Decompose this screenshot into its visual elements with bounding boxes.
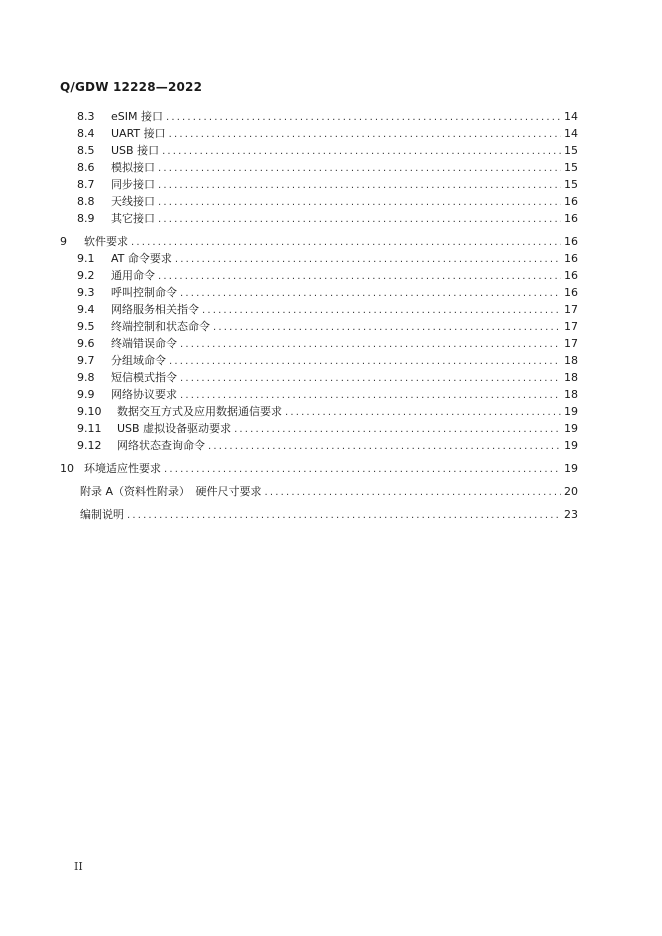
toc-entry-number: 9.4: [77, 303, 95, 316]
toc-entry-page: 16: [564, 212, 578, 225]
toc-entry-number: 8.4: [77, 127, 95, 140]
toc-entry-title: 网络协议要求: [111, 388, 177, 401]
toc-entry[interactable]: [60, 403, 578, 420]
toc-entry-number: 9.8: [77, 371, 95, 384]
toc-entry-page: 23: [564, 508, 578, 521]
toc-entry-page: 15: [564, 144, 578, 157]
toc-entry[interactable]: [60, 301, 578, 318]
toc-entry-title: 终端控制和状态命令: [111, 320, 210, 333]
toc-entry-page: 17: [564, 303, 578, 316]
toc-entry-page: 18: [564, 388, 578, 401]
toc-entry-number: 8.9: [77, 212, 95, 225]
toc-leader-dots: [169, 126, 561, 143]
toc-entry-title: 数据交互方式及应用数据通信要求: [117, 405, 282, 418]
toc-entry[interactable]: [60, 506, 578, 523]
toc-entry-title: 附录 A（资料性附录） 硬件尺寸要求: [80, 485, 262, 498]
toc-leader-dots: [234, 421, 561, 438]
toc-entry-number: 9.10: [77, 405, 102, 418]
toc-entry-title: UART 接口: [111, 127, 166, 140]
toc-entry[interactable]: [60, 250, 578, 267]
toc-leader-dots: [131, 234, 561, 251]
toc-entry-number: 9.2: [77, 269, 95, 282]
toc-leader-dots: [158, 211, 561, 228]
toc-entry-number: 8.6: [77, 161, 95, 174]
toc-entry-number: 9.6: [77, 337, 95, 350]
toc-entry-title: USB 接口: [111, 144, 160, 157]
toc-entry-page: 15: [564, 161, 578, 174]
toc-entry[interactable]: [60, 420, 578, 437]
toc-entry-page: 20: [564, 485, 578, 498]
toc-entry-page: 16: [564, 252, 578, 265]
toc-entry-title: 天线接口: [111, 195, 155, 208]
toc-leader-dots: [285, 404, 561, 421]
toc-entry-page: 16: [564, 286, 578, 299]
toc-entry-title: 网络服务相关指令: [111, 303, 199, 316]
toc-entry-number: 9.7: [77, 354, 95, 367]
toc-entry[interactable]: [60, 176, 578, 193]
toc-entry[interactable]: [60, 318, 578, 335]
toc-entry-number: 9.3: [77, 286, 95, 299]
toc-entry-title: 分组域命令: [111, 354, 166, 367]
toc-leader-dots: [180, 285, 561, 302]
toc-entry-title: USB 虚拟设备驱动要求: [117, 422, 232, 435]
toc-leader-dots: [180, 387, 561, 404]
toc-leader-dots: [166, 109, 561, 126]
toc-entry[interactable]: [60, 352, 578, 369]
toc-leader-dots: [180, 336, 561, 353]
toc-entry-number: 8.8: [77, 195, 95, 208]
toc-entry-number: 8.3: [77, 110, 95, 123]
toc-entry-number: 9.12: [77, 439, 102, 452]
toc-leader-dots: [158, 194, 561, 211]
toc-entry-number: 9: [60, 235, 67, 248]
toc-entry-page: 19: [564, 405, 578, 418]
toc-entry-number: 9.9: [77, 388, 95, 401]
toc-leader-dots: [202, 302, 561, 319]
toc-leader-dots: [213, 319, 561, 336]
toc-entry[interactable]: [60, 108, 578, 125]
toc-entry-title: 终端错误命令: [111, 337, 177, 350]
toc-entry-number: 8.5: [77, 144, 95, 157]
toc-entry-title: 环境适应性要求: [84, 462, 161, 475]
toc-leader-dots: [180, 370, 561, 387]
toc-entry-title: AT 命令要求: [111, 252, 172, 265]
toc-entry-number: 10: [60, 462, 74, 475]
toc-entry-page: 19: [564, 462, 578, 475]
toc-entry[interactable]: [60, 369, 578, 386]
toc-entry-page: 16: [564, 195, 578, 208]
toc-entry-page: 16: [564, 269, 578, 282]
toc-leader-dots: [158, 160, 561, 177]
toc-entry-page: 16: [564, 235, 578, 248]
toc-entry-number: 9.11: [77, 422, 102, 435]
toc-entry-title: 网络状态查询命令: [117, 439, 205, 452]
toc-entry-page: 18: [564, 354, 578, 367]
toc-entry[interactable]: [60, 335, 578, 352]
toc-leader-dots: [158, 268, 561, 285]
toc-entry-title: 模拟接口: [111, 161, 155, 174]
toc-leader-dots: [158, 177, 561, 194]
toc-leader-dots: [127, 507, 561, 524]
toc-entry-page: 14: [564, 127, 578, 140]
toc-entry-title: 同步接口: [111, 178, 155, 191]
toc-entry[interactable]: [60, 142, 578, 159]
toc-entry-page: 15: [564, 178, 578, 191]
toc-entry-page: 19: [564, 422, 578, 435]
toc-entry[interactable]: [60, 460, 578, 477]
toc-leader-dots: [265, 484, 561, 501]
toc-entry[interactable]: [60, 386, 578, 403]
toc-entry-page: 18: [564, 371, 578, 384]
toc-entry-title: eSIM 接口: [111, 110, 163, 123]
toc-entry-title: 其它接口: [111, 212, 155, 225]
toc-entry-title: 软件要求: [84, 235, 128, 248]
toc-leader-dots: [162, 143, 561, 160]
toc-entry[interactable]: [60, 159, 578, 176]
page-number: II: [74, 860, 83, 873]
toc-entry-title: 通用命令: [111, 269, 155, 282]
toc-entry[interactable]: [60, 437, 578, 454]
toc-entry-number: 9.5: [77, 320, 95, 333]
toc-leader-dots: [208, 438, 561, 455]
toc-leader-dots: [164, 461, 561, 478]
toc-entry-number: 8.7: [77, 178, 95, 191]
toc-entry-page: 19: [564, 439, 578, 452]
toc-leader-dots: [175, 251, 561, 268]
toc-entry-page: 14: [564, 110, 578, 123]
toc-entry-title: 短信模式指令: [111, 371, 177, 384]
toc-entry[interactable]: [60, 125, 578, 142]
toc-entry[interactable]: [60, 210, 578, 227]
toc-entry[interactable]: [60, 233, 578, 250]
toc-entry[interactable]: [60, 193, 578, 210]
toc-entry-page: 17: [564, 337, 578, 350]
toc-entry[interactable]: [60, 483, 578, 500]
toc-entry[interactable]: [60, 267, 578, 284]
toc-entry-number: 9.1: [77, 252, 95, 265]
toc-entry-page: 17: [564, 320, 578, 333]
toc-entry-title: 呼叫控制命令: [111, 286, 177, 299]
toc-entry-title: 编制说明: [80, 508, 124, 521]
document-id-header: Q/GDW 12228—2022: [60, 80, 203, 94]
toc-entry[interactable]: [60, 284, 578, 301]
toc-leader-dots: [169, 353, 561, 370]
table-of-contents: [60, 108, 578, 523]
